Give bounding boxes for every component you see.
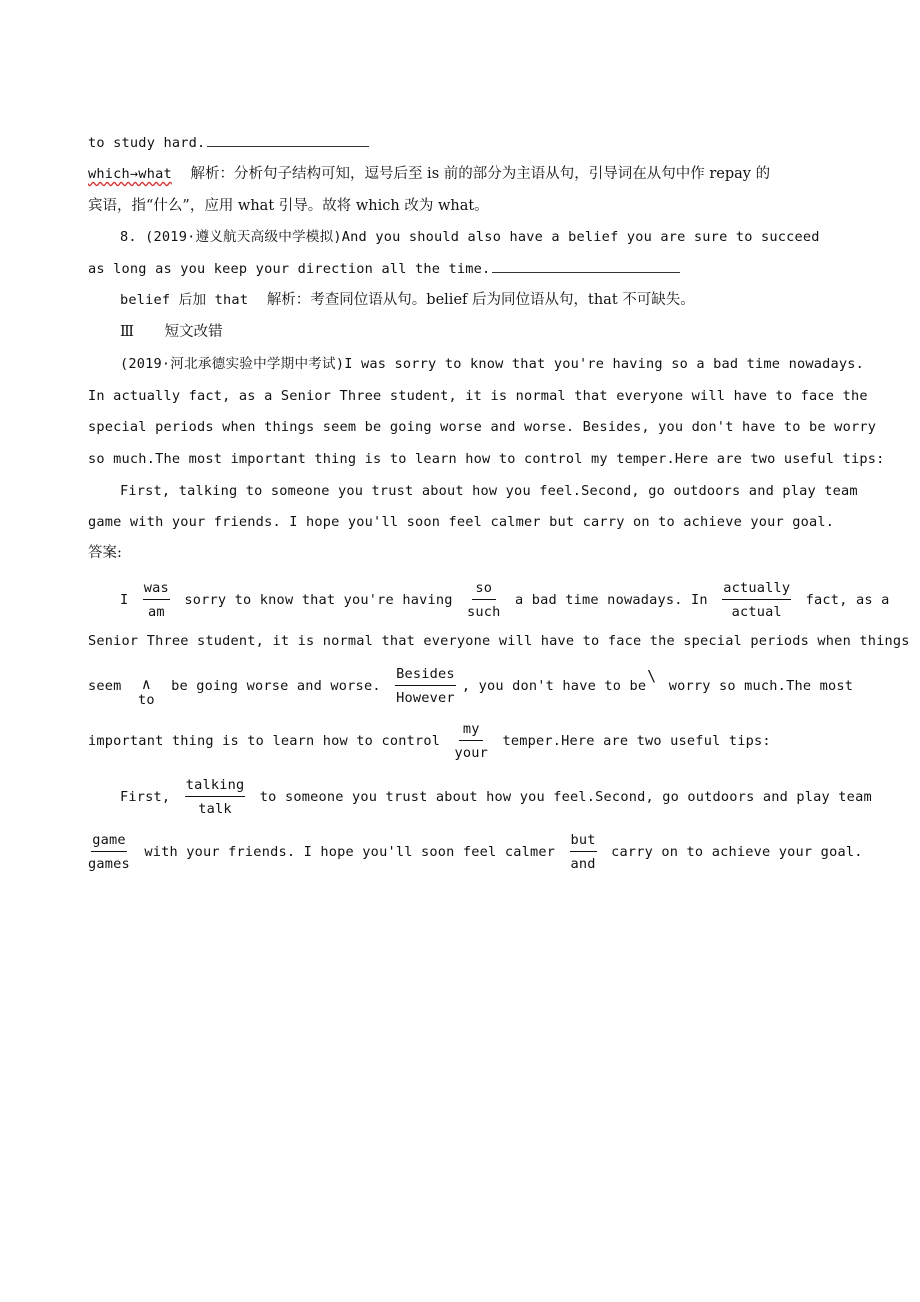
corrected-word: was [143, 579, 170, 600]
correction-talking-talk [185, 776, 246, 818]
original-word: my [459, 720, 483, 741]
insertion-to [138, 676, 155, 708]
original-word: so [472, 579, 496, 600]
correction-was-am [143, 579, 170, 621]
correction-my-your [455, 720, 489, 762]
answer-blank [207, 132, 369, 147]
q8-correction: belief 后加 that [120, 292, 249, 308]
passage-text: so much.The most important thing is to learn how to control my temper.Here are two useful tips: [88, 451, 885, 467]
answer-text: , you don't have to [461, 678, 622, 694]
section-number: Ⅲ [120, 324, 134, 340]
section-heading [120, 321, 880, 343]
corrected-word: actual [731, 604, 782, 620]
q8-line2 [88, 258, 848, 280]
answer-text: with your friends. I hope you'll soon feel calmer [144, 844, 556, 860]
insert-caret-icon: ∧ [141, 675, 151, 693]
answer-text: Senior Three student, it is normal that everyone will have to face the special periods when things [88, 633, 910, 649]
q7-answer [88, 163, 848, 185]
correction-besides-however [395, 665, 456, 707]
answer-text: fact, as a [805, 592, 890, 608]
answer-text: I [120, 592, 129, 608]
q7-analysis: 解析：分析句子结构可知，逗号后至 is 前的部分为主语从句，引导词在从句中作 repay 的 [190, 166, 771, 182]
corrected-word: games [88, 856, 130, 872]
passage-text: (2019·河北承德实验中学期中考试)I was sorry to know that you're having so a bad time nowadays. [120, 356, 865, 372]
answer-label [88, 542, 848, 564]
corrected-word: such [467, 604, 501, 620]
original-word: talking [185, 776, 246, 797]
q8-line2-text: as long as you keep your direction all the time. [88, 261, 491, 277]
corrected-word: talk [198, 801, 232, 817]
answer-line-2 [88, 630, 910, 652]
correction-game-games [88, 831, 130, 873]
answer-line-1 [120, 578, 890, 622]
q8-line1-text: 8. (2019·遵义航天高级中学模拟)And you should also have a belief you are sure to succeed [120, 229, 820, 245]
answer-line-3 [88, 664, 854, 708]
answer-line-4 [88, 719, 848, 763]
corrected-word: However [396, 690, 455, 706]
deletion-be [629, 664, 657, 708]
original-word: but [570, 831, 597, 852]
answer-text: carry on to achieve your goal. [611, 844, 863, 860]
q7-correction: which→what [88, 166, 172, 182]
corrected-word: your [454, 745, 489, 761]
answer-text: be going worse and worse. [171, 678, 381, 694]
passage-text: special periods when things seem be going worse and worse. Besides, you don't have to be worry [88, 419, 877, 435]
answer-text: sorry to know that you're having [184, 592, 453, 608]
answer-line-6 [88, 830, 863, 874]
answer-text: worry so much.The most [668, 678, 854, 694]
answer-text: to someone you trust about how you feel.Second, go outdoors and play team [259, 789, 872, 805]
q7-tail [88, 132, 848, 154]
q7-tail-text: to study hard. [88, 135, 206, 151]
passage-line-2 [88, 385, 868, 407]
passage-line-3 [88, 416, 877, 438]
answer-line-5 [120, 775, 880, 819]
inserted-word: to [137, 692, 155, 708]
answer-text: temper.Here are two useful tips: [502, 733, 771, 749]
correction-actually-actual [722, 579, 791, 621]
passage-text: In actually fact, as a Senior Three student, it is normal that everyone will have to face the [88, 388, 868, 404]
answer-text: First, [120, 789, 171, 805]
original-word: game [91, 831, 127, 852]
passage-line-1 [120, 353, 880, 375]
delete-slash-icon: \ [647, 667, 657, 685]
passage-text: game with your friends. I hope you'll soon feel calmer but carry on to achieve your goal. [88, 514, 835, 530]
passage-line-5 [120, 480, 880, 502]
answer-text: a bad time nowadays. In [514, 592, 708, 608]
answer-text: important thing is to learn how to control [88, 733, 441, 749]
corrected-word: and [570, 856, 596, 872]
passage-line-6 [88, 511, 848, 533]
correction-but-and [570, 831, 597, 873]
answer-text: seem [88, 678, 122, 694]
answer-blank [492, 258, 680, 273]
q7-analysis-cont-text: 宾语，指“什么”，应用 what 引导。故将 which 改为 what。 [88, 198, 489, 214]
original-word: actually [722, 579, 791, 600]
original-word: Besides [395, 665, 456, 686]
q7-analysis-cont [88, 195, 848, 217]
answer-label-text: 答案: [88, 545, 122, 561]
original-word: am [147, 604, 165, 620]
section-title: 短文改错 [164, 324, 223, 340]
passage-line-4 [88, 448, 885, 470]
passage-text: First, talking to someone you trust about how you feel.Second, go outdoors and play team [120, 483, 858, 499]
deleted-word: be [629, 678, 647, 694]
q8-answer [120, 289, 880, 311]
q8-line1 [120, 226, 880, 248]
correction-so-such [467, 579, 501, 621]
q8-analysis: 解析：考查同位语从句。belief 后为同位语从句，that 不可缺失。 [266, 292, 695, 308]
